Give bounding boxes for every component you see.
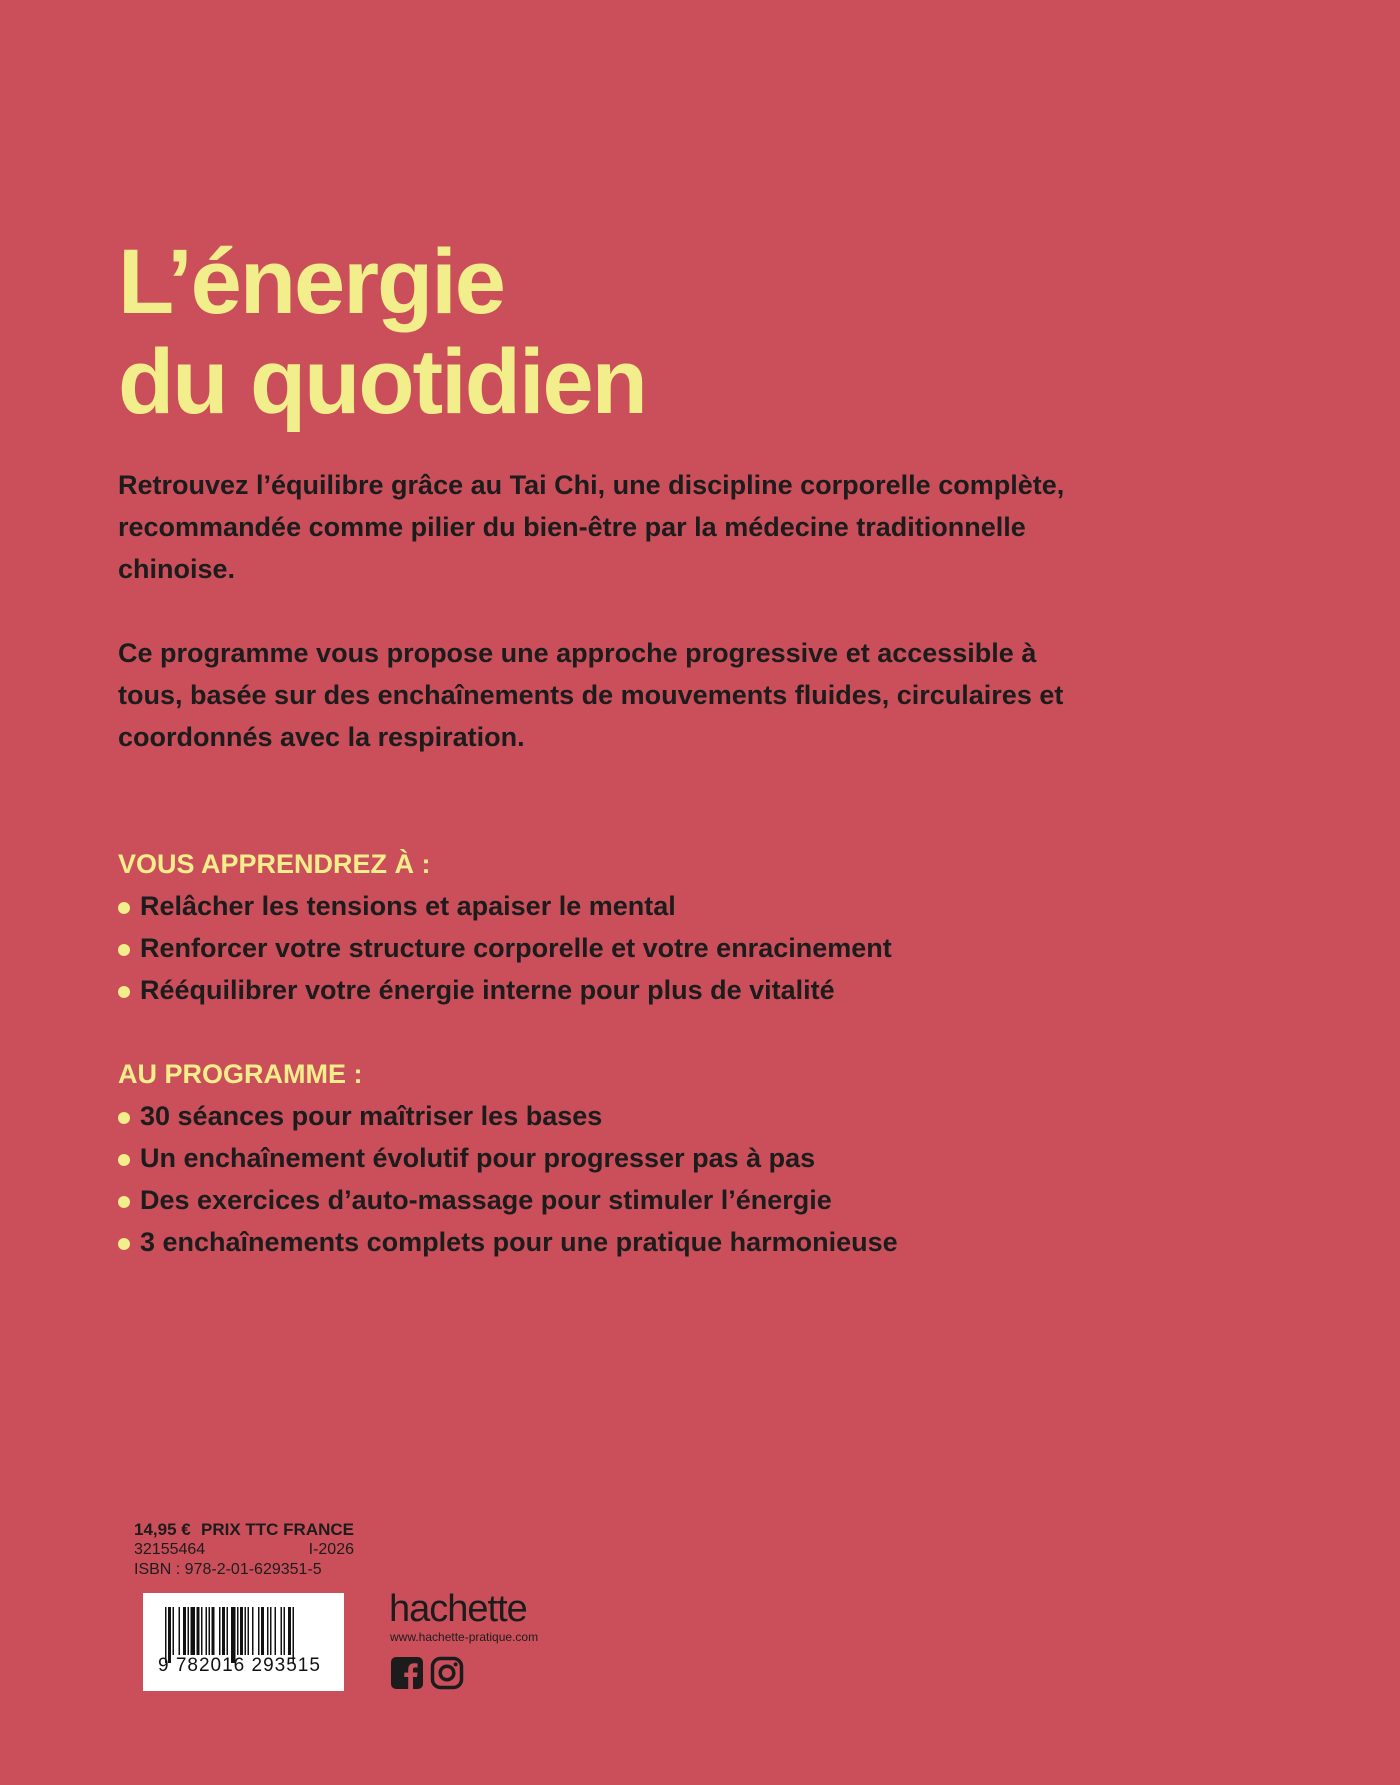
- barcode-bar: [179, 1607, 181, 1655]
- barcode-bar: [173, 1607, 175, 1655]
- product-code: 32155464: [134, 1541, 206, 1558]
- list-item: Rééquilibrer votre énergie interne pour plus de vitalité: [118, 969, 892, 1011]
- bullet-icon: [118, 1112, 130, 1124]
- barcode-bar: [206, 1607, 208, 1655]
- barcode-bar: [245, 1607, 247, 1655]
- learn-list: [118, 885, 892, 1011]
- barcode-bar: [284, 1607, 286, 1655]
- list-item: Relâcher les tensions et apaiser le mental: [118, 885, 892, 927]
- publisher-logo: hachette: [389, 1588, 527, 1630]
- barcode-bar: [191, 1607, 196, 1655]
- instagram-icon[interactable]: [430, 1656, 464, 1690]
- barcode-digits: 9 782016 293515: [158, 1655, 321, 1676]
- barcode-bar: [197, 1607, 200, 1655]
- barcode-bar: [237, 1607, 239, 1655]
- social-links: [390, 1656, 464, 1690]
- price-label: PRIX TTC FRANCE: [201, 1520, 354, 1539]
- list-item: Un enchaînement évolutif pour progresser pas à pas: [118, 1137, 898, 1179]
- publisher-website[interactable]: www.hachette-pratique.com: [390, 1630, 539, 1644]
- intro-paragraph-1: Retrouvez l’équilibre grâce au Tai Chi, une discipline corporelle complète, recommandée comme pilier du bien-être par la médecine traditionnelle chinoise.: [118, 470, 1065, 584]
- price-info: [134, 1520, 354, 1580]
- program-heading: AU PROGRAMME :: [118, 1059, 363, 1089]
- barcode-bar: [209, 1607, 211, 1655]
- intro-paragraph-2: Ce programme vous propose une approche progressive et accessible à tous, basée sur des enchaînements de mouvements fluides, circulaires et coordonnés avec la respiration.: [118, 638, 1064, 752]
- barcode-bar: [188, 1607, 190, 1655]
- list-item: Renforcer votre structure corporelle et votre enracinement: [118, 927, 892, 969]
- barcode-bar: [281, 1607, 283, 1655]
- barcode-bar: [201, 1607, 203, 1655]
- barcode-bar: [227, 1607, 229, 1655]
- list-item: Des exercices d’auto-massage pour stimuler l’énergie: [118, 1179, 898, 1221]
- edition-code: I-2026: [308, 1541, 354, 1558]
- title-line-2: du quotidien: [118, 331, 646, 433]
- bullet-icon: [118, 944, 130, 956]
- barcode-bar: [258, 1607, 260, 1655]
- barcode-bar: [261, 1607, 264, 1655]
- learn-heading: VOUS APPRENDREZ À :: [118, 849, 431, 879]
- barcode-bar: [288, 1607, 291, 1655]
- barcode-bar: [267, 1607, 269, 1655]
- barcode-bar: [222, 1607, 225, 1655]
- bullet-icon: [118, 986, 130, 998]
- barcode: [143, 1593, 344, 1691]
- barcode-bar: [275, 1607, 277, 1655]
- barcode-bar: [270, 1607, 272, 1655]
- program-list: [118, 1095, 898, 1263]
- list-item: 3 enchaînements complets pour une pratique harmonieuse: [118, 1221, 898, 1263]
- bullet-icon: [118, 1196, 130, 1208]
- price: 14,95 €: [134, 1520, 191, 1539]
- barcode-bar: [248, 1607, 250, 1655]
- isbn: ISBN : 978-2-01-629351-5: [134, 1561, 322, 1578]
- bullet-icon: [118, 1154, 130, 1166]
- title-line-1: L’énergie: [118, 231, 504, 333]
- barcode-bar: [240, 1607, 243, 1655]
- facebook-icon[interactable]: [390, 1656, 424, 1690]
- barcode-bar: [183, 1607, 186, 1655]
- bullet-icon: [118, 1238, 130, 1250]
- barcode-bar: [212, 1607, 215, 1655]
- barcode-bar: [219, 1607, 221, 1655]
- book-title: [118, 232, 646, 432]
- bullet-icon: [118, 902, 130, 914]
- list-item: 30 séances pour maîtriser les bases: [118, 1095, 898, 1137]
- barcode-bar: [252, 1607, 254, 1655]
